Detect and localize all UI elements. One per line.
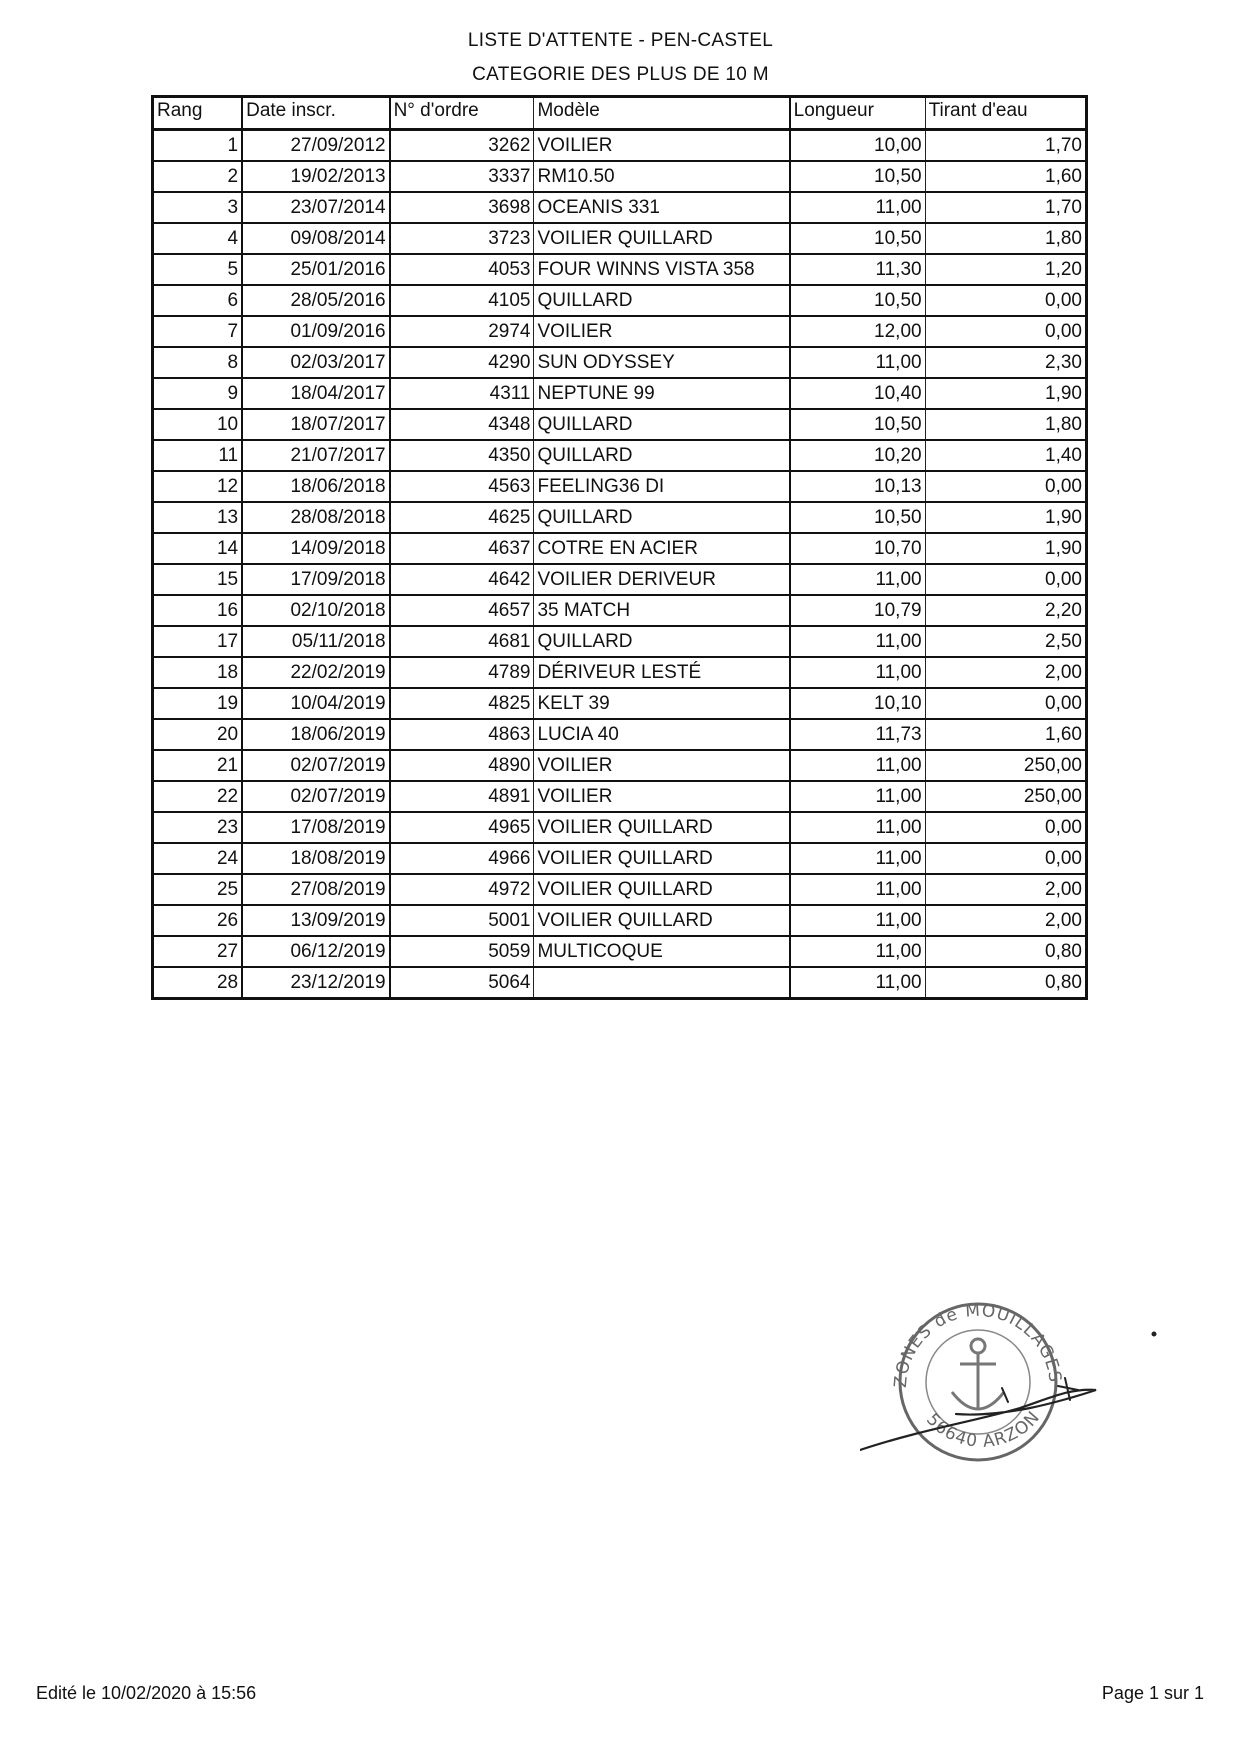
table-row xyxy=(153,471,1087,502)
cell-modele: VOILIER QUILLARD xyxy=(534,905,790,936)
cell-rang: 20 xyxy=(153,719,243,750)
cell-tirant: 1,90 xyxy=(925,502,1086,533)
document-subtitle: CATEGORIE DES PLUS DE 10 M xyxy=(472,64,769,85)
cell-date: 18/04/2017 xyxy=(242,378,389,409)
cell-tirant: 1,90 xyxy=(925,378,1086,409)
cell-date: 28/08/2018 xyxy=(242,502,389,533)
cell-tirant: 2,50 xyxy=(925,626,1086,657)
cell-date: 06/12/2019 xyxy=(242,936,389,967)
table-row xyxy=(153,905,1087,936)
cell-longueur: 11,73 xyxy=(790,719,925,750)
stamp-text-top: ZONES de MOUILLAGES xyxy=(890,1300,1065,1389)
table-row xyxy=(153,719,1087,750)
cell-rang: 8 xyxy=(153,347,243,378)
cell-longueur: 10,50 xyxy=(790,409,925,440)
cell-longueur: 10,50 xyxy=(790,223,925,254)
table-row xyxy=(153,781,1087,812)
cell-ordre: 4966 xyxy=(390,843,534,874)
document-title: LISTE D'ATTENTE - PEN-CASTEL xyxy=(467,30,774,51)
cell-tirant: 1,60 xyxy=(925,161,1086,192)
page-number: Page 1 sur 1 xyxy=(1101,1683,1204,1703)
cell-ordre: 4637 xyxy=(390,533,534,564)
cell-tirant: 1,70 xyxy=(925,130,1086,162)
cell-tirant: 0,80 xyxy=(925,967,1086,999)
cell-rang: 14 xyxy=(153,533,243,564)
cell-rang: 17 xyxy=(153,626,243,657)
cell-ordre: 5001 xyxy=(390,905,534,936)
cell-rang: 2 xyxy=(153,161,243,192)
cell-longueur: 11,00 xyxy=(790,812,925,843)
cell-date: 10/04/2019 xyxy=(242,688,389,719)
cell-tirant: 1,40 xyxy=(925,440,1086,471)
cell-modele: VOILIER QUILLARD xyxy=(534,223,790,254)
cell-tirant: 0,00 xyxy=(925,471,1086,502)
cell-tirant: 0,00 xyxy=(925,688,1086,719)
cell-ordre: 4789 xyxy=(390,657,534,688)
cell-longueur: 10,50 xyxy=(790,285,925,316)
cell-ordre: 4657 xyxy=(390,595,534,626)
waiting-list-table xyxy=(151,95,1088,1000)
cell-date: 22/02/2019 xyxy=(242,657,389,688)
cell-ordre: 5064 xyxy=(390,967,534,999)
table-row xyxy=(153,657,1087,688)
cell-modele: VOILIER xyxy=(534,316,790,347)
cell-longueur: 10,20 xyxy=(790,440,925,471)
cell-tirant: 1,60 xyxy=(925,719,1086,750)
cell-rang: 19 xyxy=(153,688,243,719)
cell-date: 13/09/2019 xyxy=(242,905,389,936)
cell-longueur: 11,00 xyxy=(790,750,925,781)
official-stamp-icon xyxy=(860,1270,1160,1470)
cell-ordre: 4965 xyxy=(390,812,534,843)
cell-modele: NEPTUNE 99 xyxy=(534,378,790,409)
cell-date: 17/09/2018 xyxy=(242,564,389,595)
table-row xyxy=(153,533,1087,564)
table-row xyxy=(153,874,1087,905)
cell-tirant: 0,00 xyxy=(925,285,1086,316)
cell-modele: FEELING36 DI xyxy=(534,471,790,502)
cell-ordre: 4350 xyxy=(390,440,534,471)
cell-rang: 27 xyxy=(153,936,243,967)
table-row xyxy=(153,378,1087,409)
column-header-longueur: Longueur xyxy=(790,97,925,130)
cell-date: 01/09/2016 xyxy=(242,316,389,347)
cell-rang: 1 xyxy=(153,130,243,162)
table-row xyxy=(153,936,1087,967)
cell-rang: 24 xyxy=(153,843,243,874)
cell-date: 09/08/2014 xyxy=(242,223,389,254)
cell-rang: 7 xyxy=(153,316,243,347)
cell-longueur: 10,79 xyxy=(790,595,925,626)
cell-longueur: 12,00 xyxy=(790,316,925,347)
cell-date: 28/05/2016 xyxy=(242,285,389,316)
cell-tirant: 0,00 xyxy=(925,812,1086,843)
cell-tirant: 2,00 xyxy=(925,905,1086,936)
cell-ordre: 4863 xyxy=(390,719,534,750)
cell-longueur: 11,00 xyxy=(790,626,925,657)
table-row xyxy=(153,750,1087,781)
cell-ordre: 4891 xyxy=(390,781,534,812)
cell-rang: 22 xyxy=(153,781,243,812)
cell-date: 18/08/2019 xyxy=(242,843,389,874)
column-header-date: Date inscr. xyxy=(242,97,389,130)
cell-date: 02/03/2017 xyxy=(242,347,389,378)
table-row xyxy=(153,595,1087,626)
column-header-rang: Rang xyxy=(153,97,243,130)
table-row xyxy=(153,440,1087,471)
cell-rang: 12 xyxy=(153,471,243,502)
stamp-text-bottom: 56640 ARZON xyxy=(922,1407,1045,1452)
cell-tirant: 0,00 xyxy=(925,316,1086,347)
cell-rang: 28 xyxy=(153,967,243,999)
cell-date: 18/07/2017 xyxy=(242,409,389,440)
cell-longueur: 11,00 xyxy=(790,564,925,595)
table-row xyxy=(153,967,1087,999)
cell-modele: VOILIER QUILLARD xyxy=(534,874,790,905)
table-row xyxy=(153,347,1087,378)
cell-tirant: 1,80 xyxy=(925,223,1086,254)
cell-modele: 35 MATCH xyxy=(534,595,790,626)
cell-date: 18/06/2019 xyxy=(242,719,389,750)
cell-date: 23/07/2014 xyxy=(242,192,389,223)
cell-longueur: 10,50 xyxy=(790,502,925,533)
table-row xyxy=(153,130,1087,162)
cell-longueur: 11,00 xyxy=(790,347,925,378)
cell-ordre: 4348 xyxy=(390,409,534,440)
cell-rang: 16 xyxy=(153,595,243,626)
cell-modele: RM10.50 xyxy=(534,161,790,192)
cell-longueur: 11,00 xyxy=(790,657,925,688)
cell-modele: OCEANIS 331 xyxy=(534,192,790,223)
cell-date: 21/07/2017 xyxy=(242,440,389,471)
table-row xyxy=(153,285,1087,316)
cell-tirant: 2,00 xyxy=(925,657,1086,688)
cell-modele: LUCIA 40 xyxy=(534,719,790,750)
edition-date: Edité le 10/02/2020 à 15:56 xyxy=(36,1683,257,1703)
cell-modele: DÉRIVEUR LESTÉ xyxy=(534,657,790,688)
cell-ordre: 4053 xyxy=(390,254,534,285)
table-row xyxy=(153,688,1087,719)
cell-rang: 18 xyxy=(153,657,243,688)
cell-ordre: 4290 xyxy=(390,347,534,378)
table-row xyxy=(153,812,1087,843)
cell-modele: KELT 39 xyxy=(534,688,790,719)
cell-modele: QUILLARD xyxy=(534,409,790,440)
cell-date: 27/09/2012 xyxy=(242,130,389,162)
cell-ordre: 3337 xyxy=(390,161,534,192)
cell-tirant: 0,80 xyxy=(925,936,1086,967)
cell-tirant: 250,00 xyxy=(925,750,1086,781)
table-row xyxy=(153,316,1087,347)
cell-tirant: 2,30 xyxy=(925,347,1086,378)
cell-date: 02/07/2019 xyxy=(242,781,389,812)
cell-ordre: 4625 xyxy=(390,502,534,533)
table-row xyxy=(153,161,1087,192)
cell-tirant: 2,20 xyxy=(925,595,1086,626)
column-header-tirant: Tirant d'eau xyxy=(925,97,1086,130)
cell-rang: 23 xyxy=(153,812,243,843)
cell-longueur: 11,00 xyxy=(790,936,925,967)
cell-date: 02/07/2019 xyxy=(242,750,389,781)
cell-modele: VOILIER xyxy=(534,130,790,162)
cell-date: 05/11/2018 xyxy=(242,626,389,657)
table-row xyxy=(153,502,1087,533)
cell-modele: QUILLARD xyxy=(534,285,790,316)
cell-modele: VOILIER xyxy=(534,781,790,812)
cell-date: 19/02/2013 xyxy=(242,161,389,192)
table-header-row xyxy=(153,97,1087,130)
cell-longueur: 10,50 xyxy=(790,161,925,192)
cell-ordre: 4563 xyxy=(390,471,534,502)
table-row xyxy=(153,223,1087,254)
cell-longueur: 11,30 xyxy=(790,254,925,285)
cell-ordre: 3723 xyxy=(390,223,534,254)
cell-modele: VOILIER xyxy=(534,750,790,781)
cell-ordre: 2974 xyxy=(390,316,534,347)
cell-longueur: 11,00 xyxy=(790,781,925,812)
cell-date: 18/06/2018 xyxy=(242,471,389,502)
cell-tirant: 0,00 xyxy=(925,564,1086,595)
column-header-ordre: N° d'ordre xyxy=(390,97,534,130)
table-body xyxy=(153,130,1087,999)
cell-modele: VOILIER DERIVEUR xyxy=(534,564,790,595)
table-row xyxy=(153,564,1087,595)
cell-longueur: 10,13 xyxy=(790,471,925,502)
cell-tirant: 1,20 xyxy=(925,254,1086,285)
table-row xyxy=(153,192,1087,223)
cell-longueur: 10,00 xyxy=(790,130,925,162)
cell-rang: 21 xyxy=(153,750,243,781)
cell-ordre: 4681 xyxy=(390,626,534,657)
cell-longueur: 11,00 xyxy=(790,905,925,936)
cell-modele: QUILLARD xyxy=(534,440,790,471)
cell-longueur: 10,10 xyxy=(790,688,925,719)
cell-date: 17/08/2019 xyxy=(242,812,389,843)
column-header-modele: Modèle xyxy=(534,97,790,130)
cell-tirant: 0,00 xyxy=(925,843,1086,874)
table-row xyxy=(153,254,1087,285)
cell-rang: 9 xyxy=(153,378,243,409)
cell-longueur: 11,00 xyxy=(790,843,925,874)
cell-modele: VOILIER QUILLARD xyxy=(534,812,790,843)
cell-rang: 4 xyxy=(153,223,243,254)
cell-tirant: 1,90 xyxy=(925,533,1086,564)
cell-date: 25/01/2016 xyxy=(242,254,389,285)
cell-longueur: 10,70 xyxy=(790,533,925,564)
cell-ordre: 4642 xyxy=(390,564,534,595)
cell-modele: QUILLARD xyxy=(534,626,790,657)
table-row xyxy=(153,409,1087,440)
cell-date: 14/09/2018 xyxy=(242,533,389,564)
cell-tirant: 250,00 xyxy=(925,781,1086,812)
table-row xyxy=(153,843,1087,874)
cell-tirant: 1,70 xyxy=(925,192,1086,223)
cell-ordre: 4890 xyxy=(390,750,534,781)
cell-tirant: 1,80 xyxy=(925,409,1086,440)
cell-tirant: 2,00 xyxy=(925,874,1086,905)
cell-modele: COTRE EN ACIER xyxy=(534,533,790,564)
cell-longueur: 11,00 xyxy=(790,967,925,999)
cell-date: 23/12/2019 xyxy=(242,967,389,999)
cell-ordre: 3262 xyxy=(390,130,534,162)
cell-date: 02/10/2018 xyxy=(242,595,389,626)
cell-modele: SUN ODYSSEY xyxy=(534,347,790,378)
cell-rang: 10 xyxy=(153,409,243,440)
cell-rang: 15 xyxy=(153,564,243,595)
cell-modele xyxy=(534,967,790,999)
cell-ordre: 4311 xyxy=(390,378,534,409)
anchor-icon xyxy=(952,1339,1004,1410)
cell-rang: 5 xyxy=(153,254,243,285)
cell-modele: QUILLARD xyxy=(534,502,790,533)
cell-ordre: 5059 xyxy=(390,936,534,967)
cell-rang: 11 xyxy=(153,440,243,471)
cell-longueur: 11,00 xyxy=(790,874,925,905)
cell-longueur: 11,00 xyxy=(790,192,925,223)
cell-rang: 13 xyxy=(153,502,243,533)
cell-rang: 26 xyxy=(153,905,243,936)
cell-ordre: 4972 xyxy=(390,874,534,905)
cell-ordre: 4825 xyxy=(390,688,534,719)
cell-modele: MULTICOQUE xyxy=(534,936,790,967)
cell-modele: FOUR WINNS VISTA 358 xyxy=(534,254,790,285)
table-row xyxy=(153,626,1087,657)
cell-rang: 25 xyxy=(153,874,243,905)
cell-rang: 3 xyxy=(153,192,243,223)
cell-date: 27/08/2019 xyxy=(242,874,389,905)
cell-ordre: 4105 xyxy=(390,285,534,316)
cell-ordre: 3698 xyxy=(390,192,534,223)
cell-rang: 6 xyxy=(153,285,243,316)
cell-modele: VOILIER QUILLARD xyxy=(534,843,790,874)
cell-longueur: 10,40 xyxy=(790,378,925,409)
